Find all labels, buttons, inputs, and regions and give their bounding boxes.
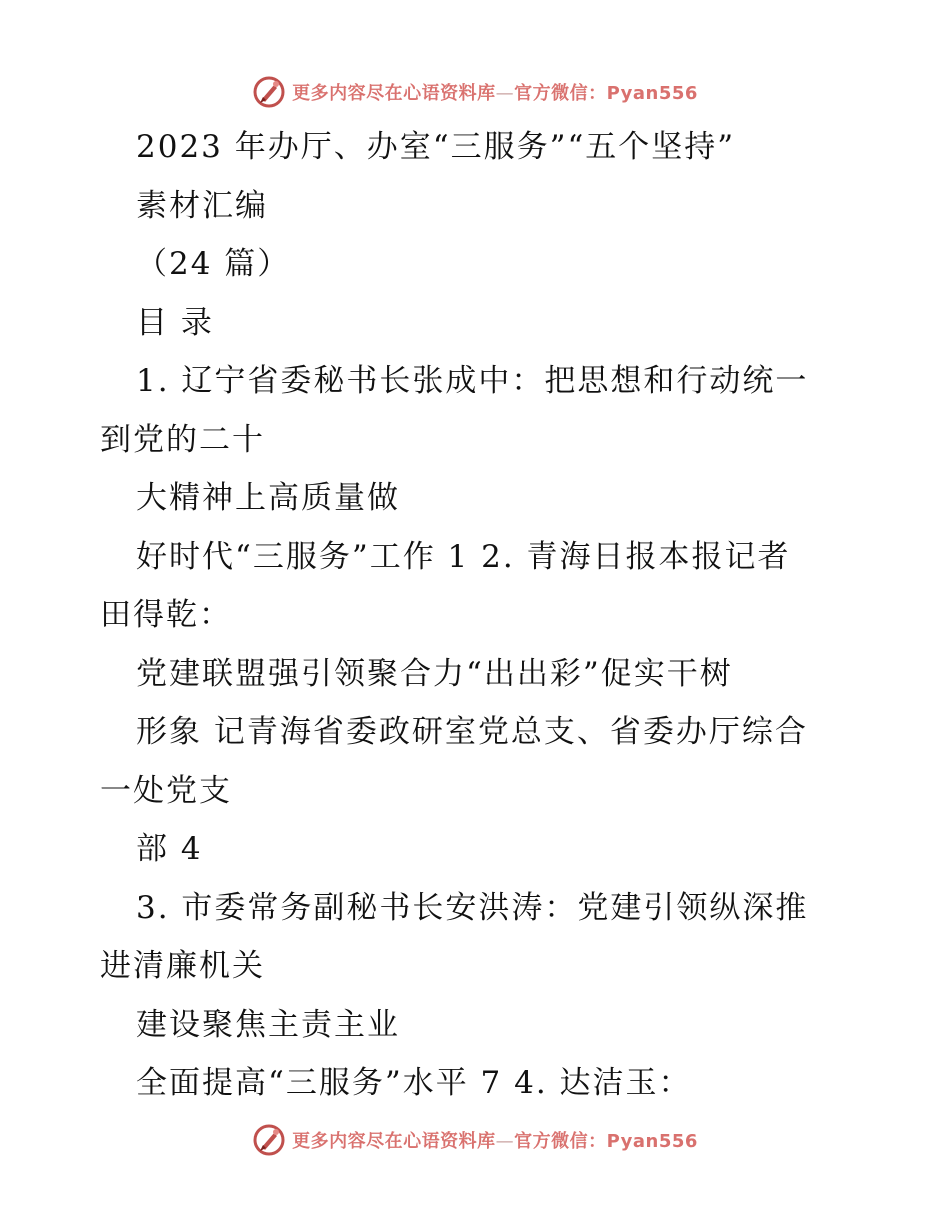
text-line: 建设聚焦主责主业	[136, 1006, 400, 1043]
text-line: 全面提高“三服务”水平 7 4. 达洁玉：	[136, 1065, 692, 1101]
text-line: 素材汇编	[136, 187, 268, 224]
watermark-text: 更多内容尽在心语资料库—官方微信：Pyan556	[292, 1131, 698, 1152]
text-line: 部 4	[136, 831, 203, 867]
pen-quill-logo-icon	[252, 1123, 286, 1157]
text-line: 一处党支	[100, 772, 232, 809]
text-line: 到党的二十	[100, 421, 265, 458]
pen-quill-logo-icon	[252, 75, 286, 109]
watermark-header	[0, 72, 950, 112]
text-line: 目 录	[136, 304, 214, 341]
text-line: 形象 记青海省委政研室党总支、省委办厅综合	[136, 714, 808, 750]
text-line: 党建联盟强引领聚合力“出出彩”促实干树	[136, 655, 733, 692]
text-line: 大精神上高质量做	[136, 480, 400, 516]
text-line: 3. 市委常务副秘书长安洪涛：党建引领纵深推	[136, 889, 809, 926]
text-line: 好时代“三服务”工作 1 2. 青海日报本报记者	[136, 538, 791, 575]
document-body	[100, 118, 860, 1113]
text-line: 1. 辽宁省委秘书长张成中：把思想和行动统一	[136, 363, 809, 399]
text-line: （24 篇）	[136, 246, 291, 282]
text-line: 2023 年办厅、办室“三服务”“五个坚持”	[136, 129, 736, 165]
text-line: 田得乾：	[100, 597, 232, 633]
watermark-text: 更多内容尽在心语资料库—官方微信：Pyan556	[292, 83, 698, 104]
text-line: 进清廉机关	[100, 948, 265, 984]
watermark-footer	[0, 1120, 950, 1160]
